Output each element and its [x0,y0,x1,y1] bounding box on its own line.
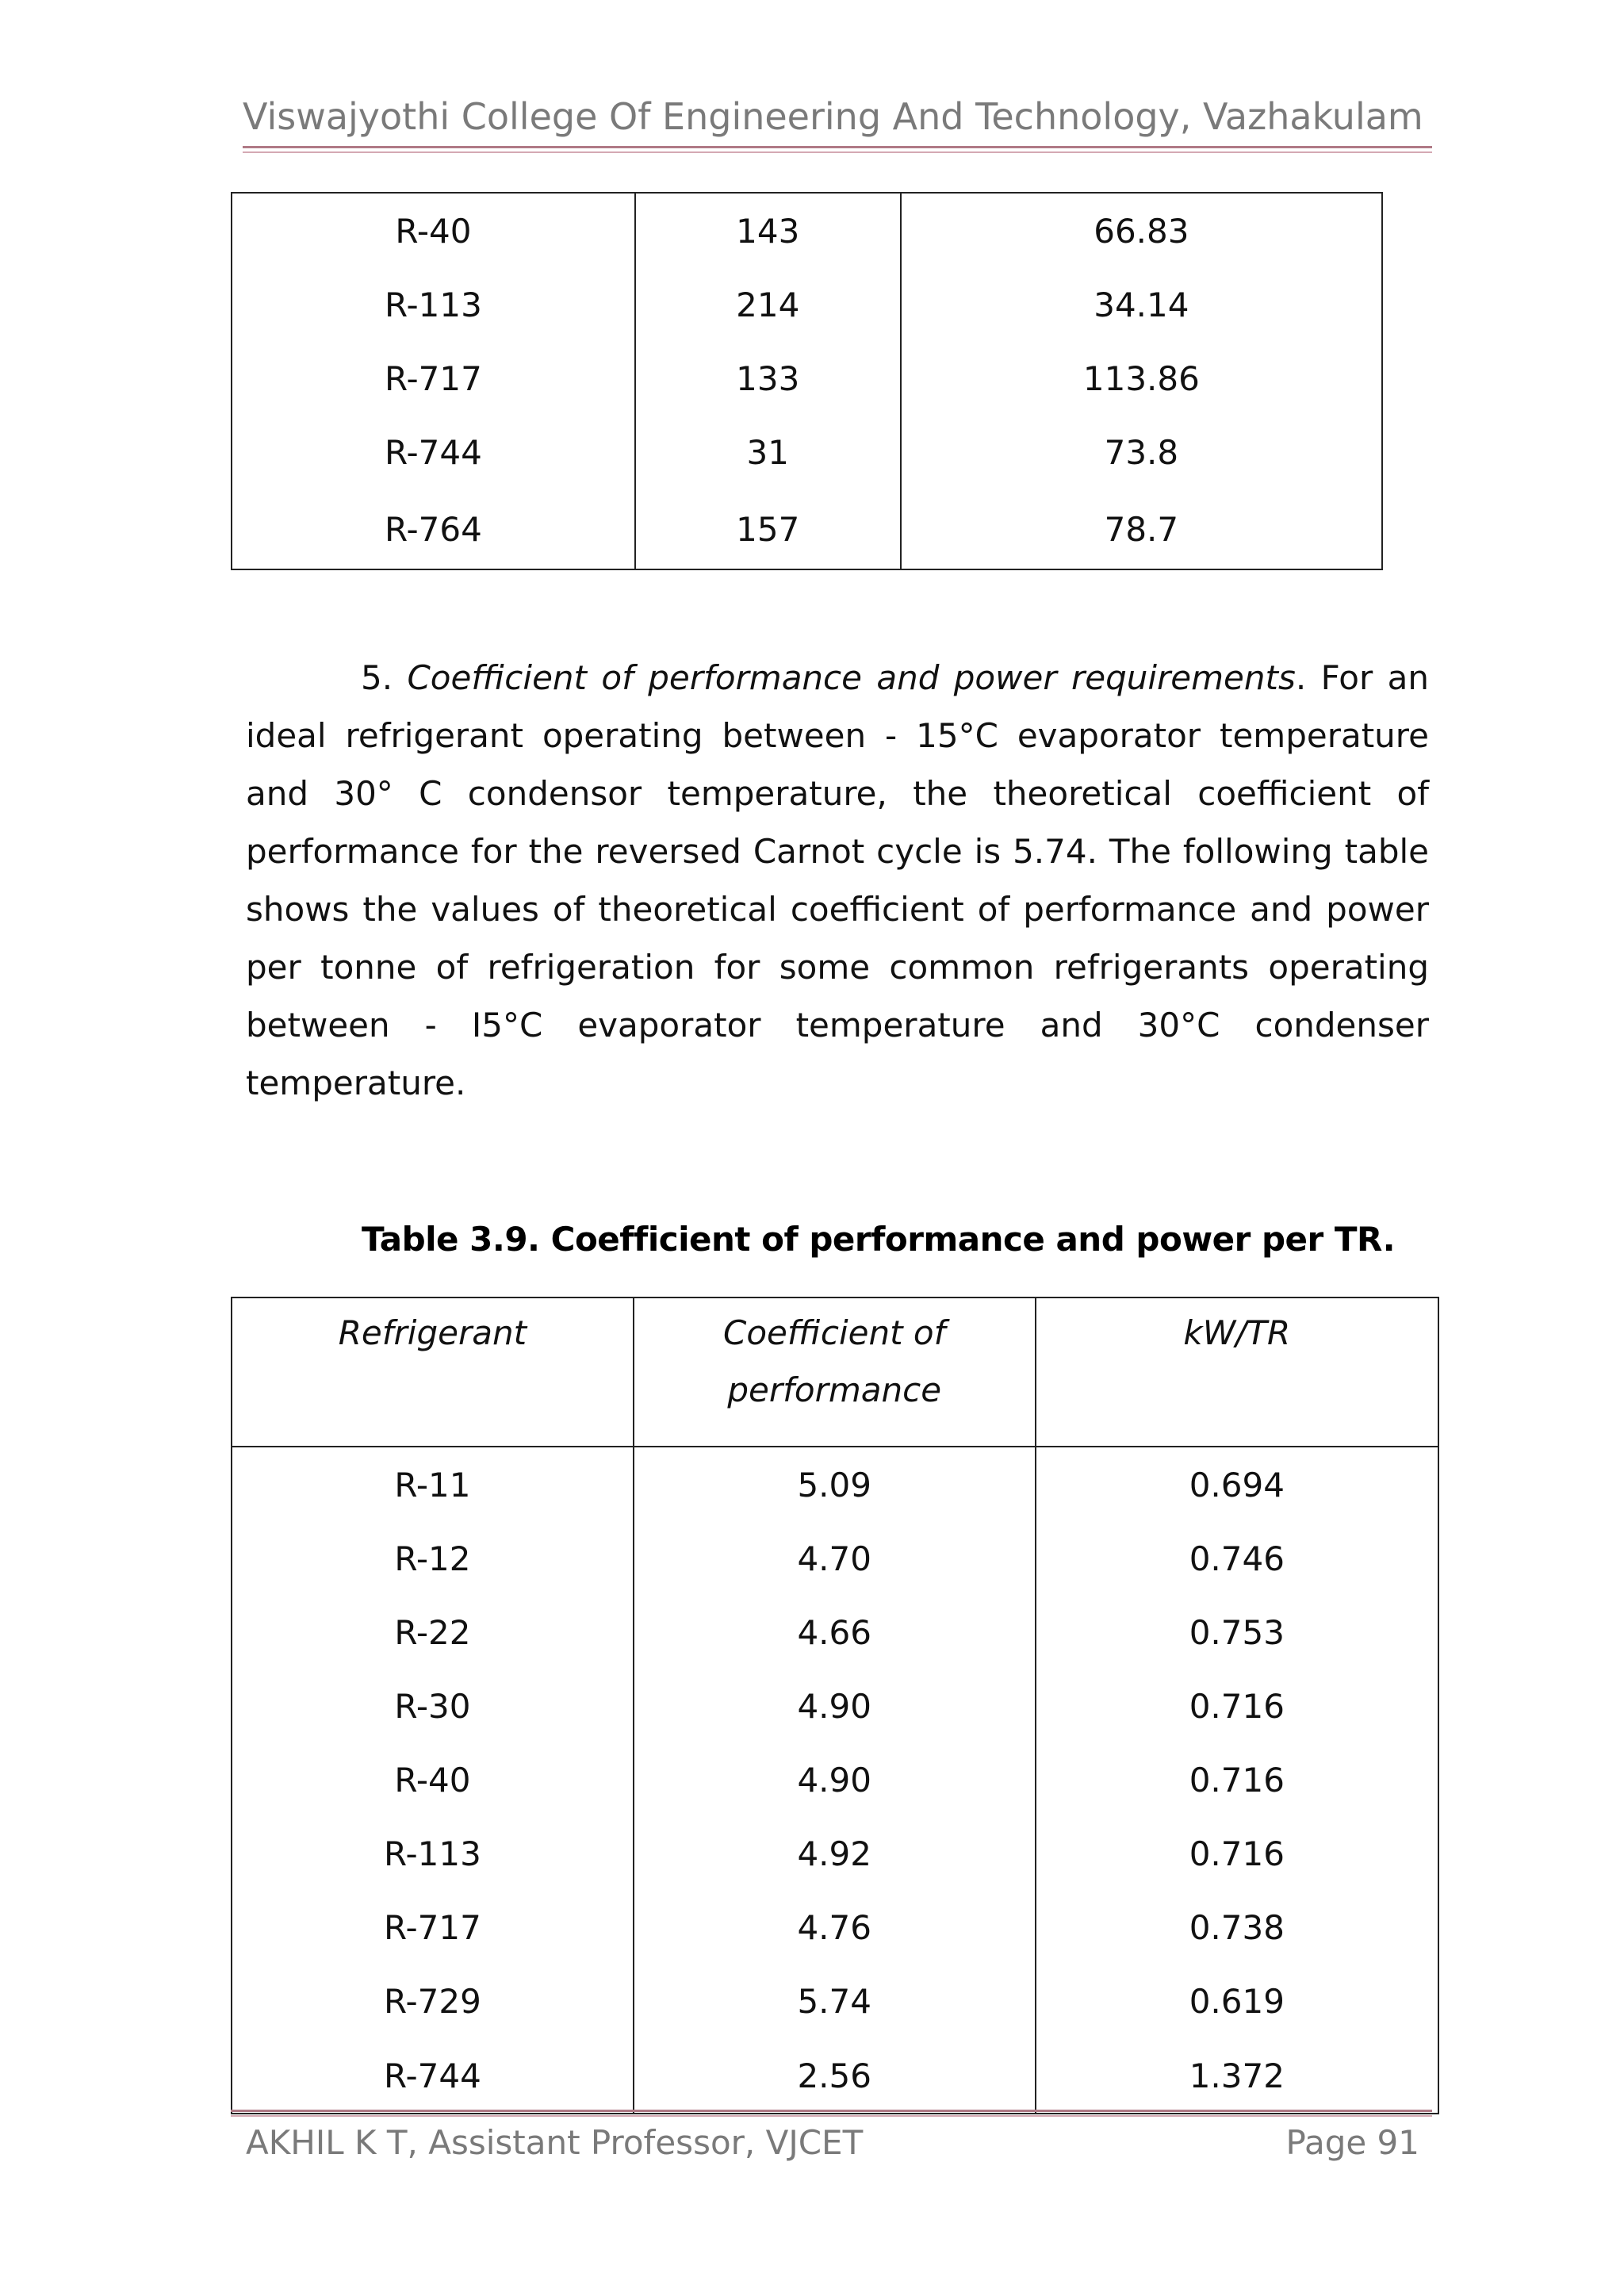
table-row [232,193,1382,268]
table-row [232,416,1382,489]
table-cell: 4.70 [634,1522,1036,1596]
table-cell: 4.66 [634,1596,1036,1669]
table-cell: R-22 [232,1596,634,1669]
paragraph-text: . For an ideal refrigerant operating between - 15°C evaporator temperature and 30° C condensor temperature, the theoretical coefficient of performance for the reversed Carnot cycle is 5.74. The following table shows the values of theoretical coefficient of performance and power per tonne of refrigeration for some common refrigerants operating between - I5°C evaporator temperature and 30°C condenser temperature. [246,658,1429,1102]
table-cell: R-717 [232,342,635,416]
table-cell: 113.86 [901,342,1382,416]
table-row [232,342,1382,416]
table-row [232,1596,1438,1669]
table-row [232,1522,1438,1596]
table-cell: R-729 [232,1964,634,2038]
table-cell: R-30 [232,1669,634,1743]
table-cell: 5.09 [634,1447,1036,1522]
cop-power-table [231,1297,1439,2114]
table-cell: R-12 [232,1522,634,1596]
table-cell: 0.716 [1036,1817,1438,1891]
paragraph-number: 5. [361,658,393,697]
table-cell: 2.56 [634,2038,1036,2114]
table-row [232,268,1382,342]
paragraph-heading: Coefficient of performance and power requirements [407,658,1296,697]
table-cell: 4.92 [634,1817,1036,1891]
table-cell: 31 [635,416,901,489]
table-cell: 34.14 [901,268,1382,342]
table-cell: 4.90 [634,1669,1036,1743]
table-cell: 157 [635,489,901,569]
table-cell: 0.694 [1036,1447,1438,1522]
table-cell: 4.76 [634,1891,1036,1964]
table-row [232,1891,1438,1964]
footer-rule [231,2110,1432,2112]
table-cell: 73.8 [901,416,1382,489]
table-cell: R-11 [232,1447,634,1522]
table-cell: R-113 [232,1817,634,1891]
table-cell: 1.372 [1036,2038,1438,2114]
table-cell: 0.619 [1036,1964,1438,2038]
table-cell: 0.753 [1036,1596,1438,1669]
table-cell: 214 [635,268,901,342]
table-cell: 0.738 [1036,1891,1438,1964]
table-cell: 0.746 [1036,1522,1438,1596]
table-cell: R-717 [232,1891,634,1964]
table-row [232,1817,1438,1891]
table-cell: 143 [635,193,901,268]
table-cell: R-764 [232,489,635,569]
table-caption: Table 3.9. Coefficient of performance and power per TR. [362,1220,1396,1259]
table-row [232,1447,1438,1522]
table-row [232,1743,1438,1817]
footer-rule-secondary [231,2115,1432,2117]
column-header-cop [634,1297,1036,1447]
table-cell: 78.7 [901,489,1382,569]
table-cell: 66.83 [901,193,1382,268]
header-rule-secondary [243,151,1432,153]
table-cell: R-113 [232,268,635,342]
column-header-cop-label: Coefficient of performance [723,1313,946,1409]
column-header-refrigerant: Refrigerant [232,1297,634,1447]
table-cell: 0.716 [1036,1669,1438,1743]
refrigerant-properties-table-continued [231,192,1383,570]
table-cell: R-40 [232,1743,634,1817]
table-cell: R-744 [232,416,635,489]
column-header-kw-tr: kW/TR [1036,1297,1438,1447]
header-rule [243,146,1432,148]
table-row [232,1669,1438,1743]
table-cell: R-40 [232,193,635,268]
table-cell: R-744 [232,2038,634,2114]
table-cell: 4.90 [634,1743,1036,1817]
footer-author: AKHIL K T, Assistant Professor, VJCET [246,2123,864,2162]
table-cell: 5.74 [634,1964,1036,2038]
table-row [232,1964,1438,2038]
body-paragraph [246,649,1429,1112]
table-row [232,2038,1438,2114]
table-header-row [232,1297,1438,1447]
table-cell: 133 [635,342,901,416]
table-row [232,489,1382,569]
footer-page-number: Page 91 [1285,2123,1419,2162]
page-header-title: Viswajyothi College Of Engineering And Technology, Vazhakulam [243,95,1423,138]
table-cell: 0.716 [1036,1743,1438,1817]
